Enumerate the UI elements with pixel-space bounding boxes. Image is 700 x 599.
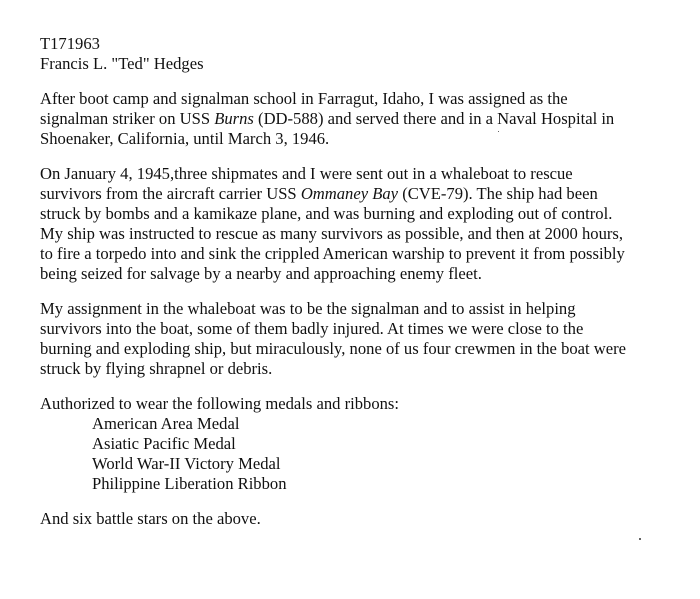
medal-item: American Area Medal [92,414,240,433]
closing-line: And six battle stars on the above. [40,509,261,528]
scan-speck [498,131,499,132]
paragraph-rescue [40,164,690,284]
medal-item: Philippine Liberation Ribbon [92,474,287,493]
medals-intro: Authorized to wear the following medals and ribbons: [40,394,399,413]
document-page [40,34,690,529]
text-line: struck by flying shrapnel or debris. [40,359,273,378]
text-line: Shoenaker, California, until March 3, 1946. [40,129,330,148]
text-span: survivors from the aircraft carrier USS [40,184,301,203]
ship-name-ommaney-bay: Ommaney Bay [300,184,399,203]
text-line [40,109,690,129]
ship-name-burns: Burns [214,109,254,128]
text-line: On January 4, 1945,three shipmates and I were sent out in a whaleboat to rescue [40,164,573,183]
paragraph-service [40,89,690,149]
text-line: My ship was instructed to rescue as many survivors as possible, and then at 2000 hours, [40,224,623,243]
text-span: (DD-588) and served there and in a Naval Hospital in [253,109,615,128]
text-span: (CVE-79). The ship had been [398,184,598,203]
record-id: T171963 [40,34,100,53]
text-line: survivors into the boat, some of them badly injured. At times we were close to the [40,319,584,338]
medal-item: World War-II Victory Medal [92,454,281,473]
text-line: burning and exploding ship, but miraculously, none of us four crewmen in the boat were [40,339,627,358]
text-line: to fire a torpedo into and sink the crippled American warship to prevent it from possibly [40,244,625,263]
text-line: being seized for salvage by a nearby and approaching enemy fleet. [40,264,482,283]
medals-section [40,394,690,494]
author-name: Francis L. "Ted" Hedges [40,54,204,73]
text-line: After boot camp and signalman school in Farragut, Idaho, I was assigned as the [40,89,568,108]
header-block [40,34,690,74]
paragraph-assignment [40,299,690,379]
text-line [40,184,690,204]
scan-speck [639,538,641,540]
text-line: My assignment in the whaleboat was to be the signalman and to assist in helping [40,299,576,318]
text-span: signalman striker on USS [40,109,215,128]
medal-item: Asiatic Pacific Medal [92,434,236,453]
text-line: struck by bombs and a kamikaze plane, and was burning and exploding out of control. [40,204,613,223]
